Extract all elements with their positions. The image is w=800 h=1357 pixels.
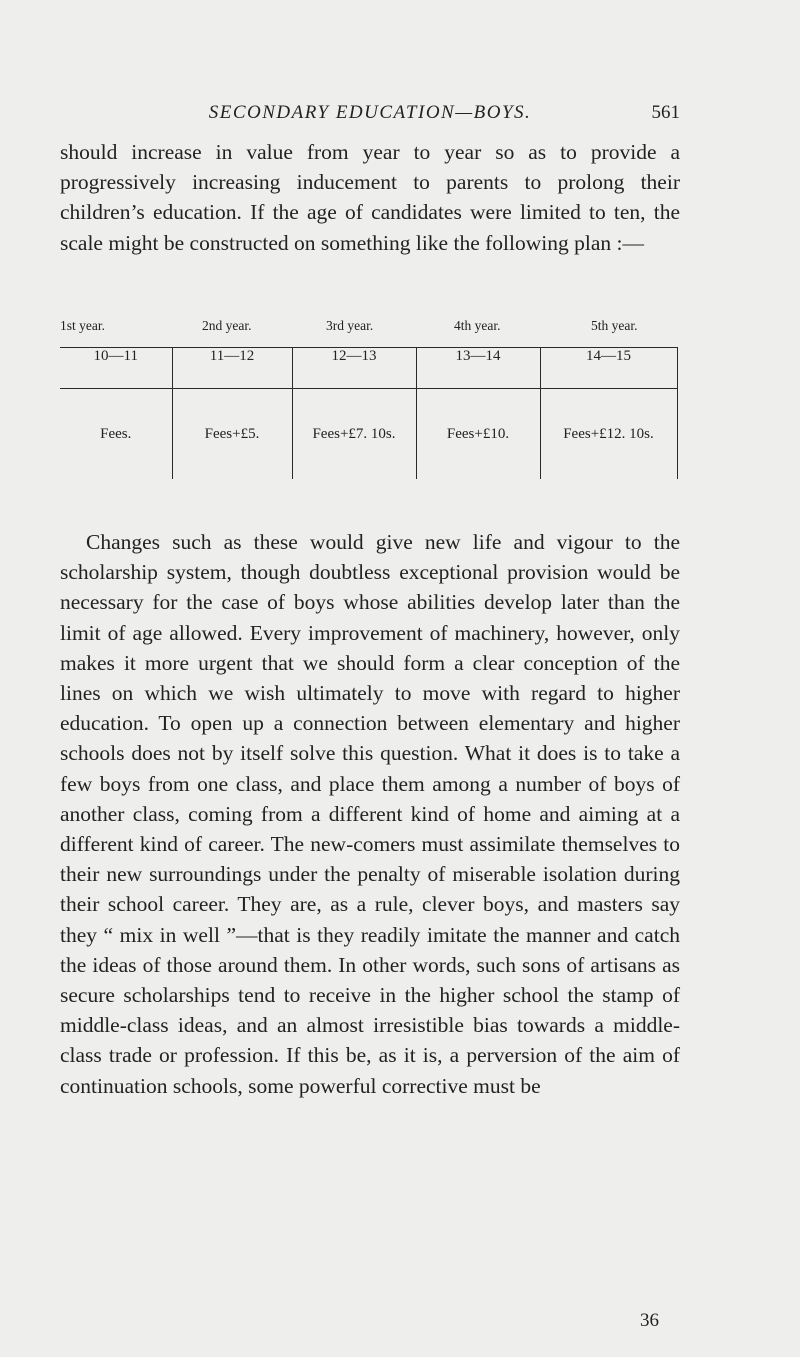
age-cell: 14—15 bbox=[540, 348, 677, 389]
running-head bbox=[60, 102, 680, 132]
signature-mark: 36 bbox=[640, 1310, 659, 1331]
year-header: 4th year. bbox=[454, 318, 501, 333]
fee-cell: Fees+£7. 10s. bbox=[292, 389, 416, 480]
year-header: 1st year. bbox=[60, 318, 105, 333]
page-number: 561 bbox=[651, 102, 680, 123]
fee-cell: Fees+£12. 10s. bbox=[540, 389, 677, 480]
fee-cell: Fees+£10. bbox=[416, 389, 540, 480]
running-title: SECONDARY EDUCATION—BOYS. bbox=[208, 102, 532, 123]
fee-cell: Fees. bbox=[60, 389, 172, 480]
age-cell: 13—14 bbox=[416, 348, 540, 389]
paragraph-intro: should increase in value from year to year so as to provide a progressively increasing inducement to parents to prolong their children’s education. If the age of candidates were limited to ten, the scale might be constructed on something like the following plan :— bbox=[60, 140, 680, 255]
age-cell: 11—12 bbox=[172, 348, 292, 389]
scholarship-plan-table bbox=[60, 347, 678, 479]
year-header: 5th year. bbox=[591, 318, 638, 333]
year-header-row bbox=[60, 318, 680, 340]
age-cell: 10—11 bbox=[60, 348, 172, 389]
fee-cell: Fees+£5. bbox=[172, 389, 292, 480]
year-header: 2nd year. bbox=[202, 318, 252, 333]
year-header: 3rd year. bbox=[326, 318, 374, 333]
paragraph-main: Changes such as these would give new life and vigour to the scholarship system, though doubtless exceptional provision would be necessary for the case of boys whose abilities develop later than the limit of age allowed. Every improvement of machinery, however, only makes it more urgent that we should form a clear conception of the lines on which we wish ultimately to move with regard to higher education. To open up a connection between elementary and higher schools does not by itself solve this question. What it does is to take a few boys from one class, and place them among a number of boys of another class, coming from a different kind of home and aiming at a different kind of career. The new-comers must assimilate themselves to their new surroundings under the penalty of miserable isolation during their school career. They are, as a rule, clever boys, and masters say they “ mix in well ”—that is they readily imitate the manner and catch the ideas of those around them. In other words, such sons of artisans as secure scholarships tend to receive in the higher school the stamp of middle-class ideas, and an almost irresistible bias towards a middle-class trade or profession. If this be, as it is, a perversion of the aim of continuation schools, some powerful corrective must be bbox=[60, 530, 680, 1098]
fee-row bbox=[60, 389, 677, 480]
age-cell: 12—13 bbox=[292, 348, 416, 389]
age-row bbox=[60, 348, 677, 389]
